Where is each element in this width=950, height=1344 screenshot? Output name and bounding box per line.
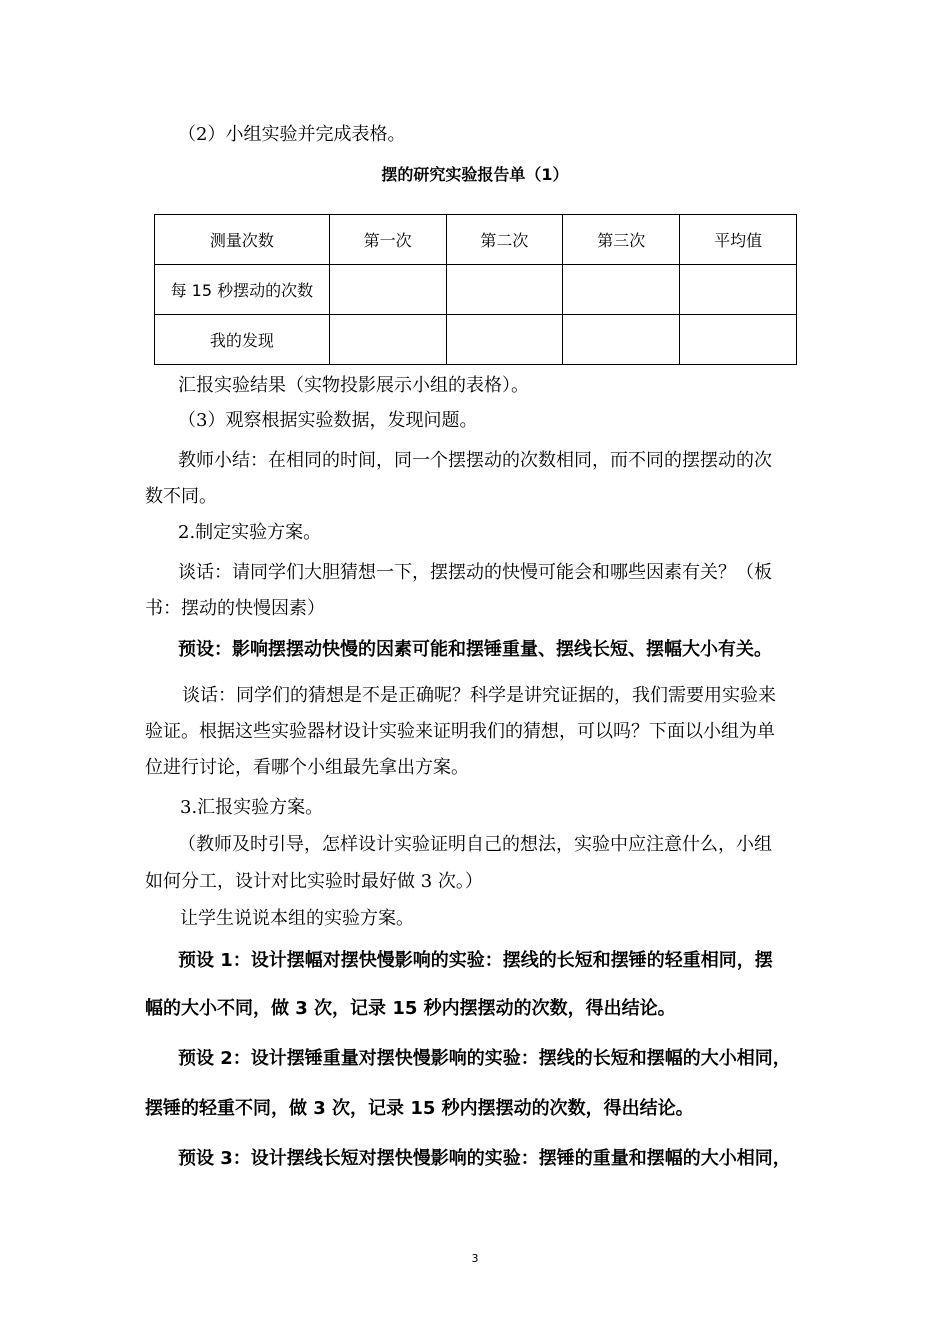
talk-paragraph-1-cont: 书：摆动的快慢因素） xyxy=(145,598,325,619)
teacher-guidance-cont: 如何分工，设计对比实验时最好做 3 次。） xyxy=(145,871,483,892)
table-cell-empty xyxy=(446,265,563,315)
table-cell-empty xyxy=(680,315,797,365)
preset-2: 预设 2：设计摆锤重量对摆快慢影响的实验：摆线的长短和摆幅的大小相同， xyxy=(178,1048,791,1069)
preset-2-cont: 摆锤的轻重不同，做 3 次，记录 15 秒内摆摆动的次数，得出结论。 xyxy=(145,1098,694,1119)
table-row-label: 我的发现 xyxy=(155,315,330,365)
table-cell-empty xyxy=(680,265,797,315)
table-row-label: 每 15 秒摆动的次数 xyxy=(155,265,330,315)
talk-paragraph-2-line3: 位进行讨论，看哪个小组最先拿出方案。 xyxy=(145,757,469,778)
talk-paragraph-2-line2: 验证。根据这些实验器材设计实验来证明我们的猜想，可以吗？下面以小组为单 xyxy=(145,721,775,742)
teacher-summary: 教师小结：在相同的时间，同一个摆摆动的次数相同，而不同的摆摆动的次 xyxy=(178,450,772,471)
table-cell-empty xyxy=(446,315,563,365)
table-header-row xyxy=(155,215,797,265)
student-plan-line: 让学生说说本组的实验方案。 xyxy=(180,908,414,929)
table-header-cell: 测量次数 xyxy=(155,215,330,265)
preset-1-cont: 幅的大小不同，做 3 次，记录 15 秒内摆摆动的次数，得出结论。 xyxy=(145,998,676,1019)
table-row xyxy=(155,265,797,315)
teacher-guidance: （教师及时引导，怎样设计实验证明自己的想法，实验中应注意什么，小组 xyxy=(178,834,772,855)
table-header-cell: 第一次 xyxy=(329,215,446,265)
experiment-report-table xyxy=(154,214,797,365)
table-cell-empty xyxy=(329,265,446,315)
table-title: 摆的研究实验报告单（1） xyxy=(381,165,569,184)
section-3-heading: 3.汇报实验方案。 xyxy=(180,797,324,818)
table-row xyxy=(155,315,797,365)
table-cell-empty xyxy=(563,315,680,365)
talk-paragraph-2: 谈话：同学们的猜想是不是正确呢？科学是讲究证据的，我们需要用实验来 xyxy=(182,685,776,706)
table-header-cell: 第二次 xyxy=(446,215,563,265)
talk-paragraph-1: 谈话：请同学们大胆猜想一下，摆摆动的快慢可能会和哪些因素有关？（板 xyxy=(178,562,772,583)
table-cell-empty xyxy=(329,315,446,365)
page-number: 3 xyxy=(471,1252,479,1265)
report-results-line: 汇报实验结果（实物投影展示小组的表格）。 xyxy=(178,375,529,396)
step-2-instruction: （2）小组实验并完成表格。 xyxy=(178,124,406,145)
step-3-observe: （3）观察根据实验数据，发现问题。 xyxy=(178,410,478,431)
table-cell-empty xyxy=(563,265,680,315)
teacher-summary-cont: 数不同。 xyxy=(145,486,217,507)
table-header-cell: 平均值 xyxy=(680,215,797,265)
table-header-cell: 第三次 xyxy=(563,215,680,265)
section-2-heading: 2.制定实验方案。 xyxy=(178,522,322,543)
preset-3: 预设 3：设计摆线长短对摆快慢影响的实验：摆锤的重量和摆幅的大小相同， xyxy=(178,1148,791,1169)
preset-1: 预设 1：设计摆幅对摆快慢影响的实验：摆线的长短和摆锤的轻重相同，摆 xyxy=(178,950,773,971)
preset-hypothesis: 预设：影响摆摆动快慢的因素可能和摆锤重量、摆线长短、摆幅大小有关。 xyxy=(178,639,772,660)
